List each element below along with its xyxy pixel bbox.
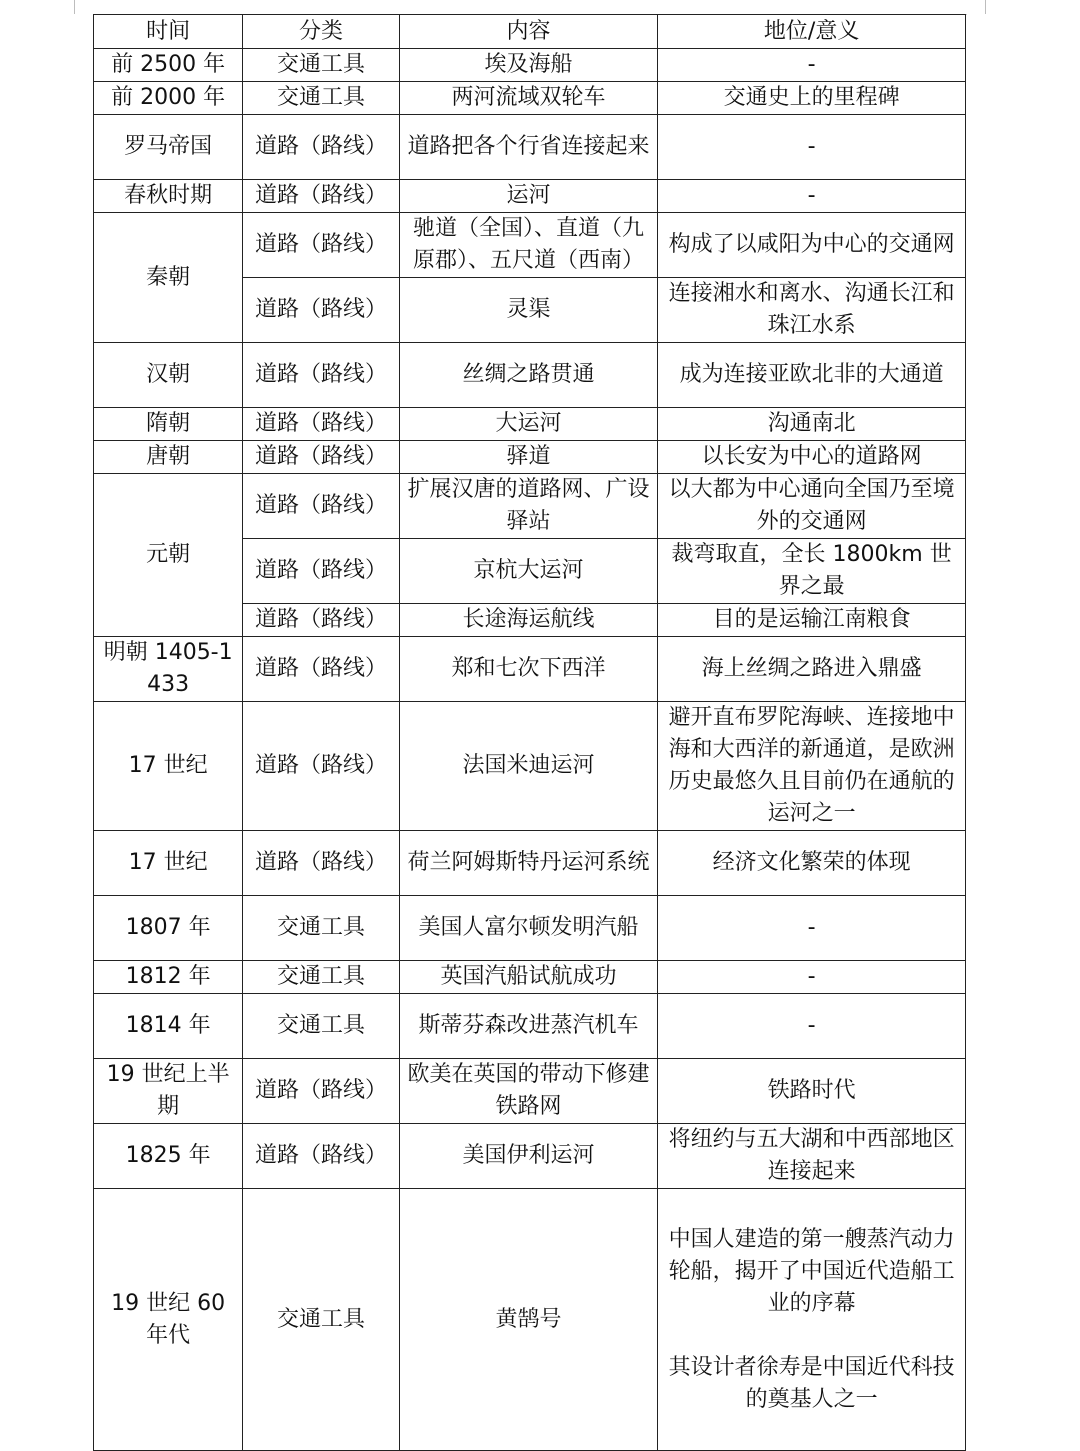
cell-time: 前 2500 年 — [94, 49, 243, 82]
table-row — [94, 1124, 966, 1189]
cell-time: 1812 年 — [94, 961, 243, 994]
header-category: 分类 — [243, 15, 399, 49]
table-row — [94, 343, 966, 408]
paragraph-gap — [664, 1320, 959, 1352]
cell-significance: 构成了以咸阳为中心的交通网 — [658, 213, 966, 278]
cell-content: 大运河 — [399, 408, 658, 441]
cell-category: 道路（路线） — [243, 115, 399, 180]
cell-significance: 经济文化繁荣的体现 — [658, 831, 966, 896]
cell-significance: 目的是运输江南粮食 — [658, 604, 966, 637]
cell-significance: 以大都为中心通向全国乃至境外的交通网 — [658, 474, 966, 539]
cell-category: 道路（路线） — [243, 831, 399, 896]
cell-significance: 连接湘水和离水、沟通长江和珠江水系 — [658, 278, 966, 343]
cell-content: 灵渠 — [399, 278, 658, 343]
cell-category: 道路（路线） — [243, 1124, 399, 1189]
cell-time: 19 世纪 60 年代 — [94, 1189, 243, 1451]
cell-significance: - — [658, 994, 966, 1059]
cell-significance: 交通史上的里程碑 — [658, 82, 966, 115]
cell-content: 运河 — [399, 180, 658, 213]
header-time: 时间 — [94, 15, 243, 49]
cell-content: 两河流域双轮车 — [399, 82, 658, 115]
cell-significance: 铁路时代 — [658, 1059, 966, 1124]
cell-category: 交通工具 — [243, 1189, 399, 1451]
cell-content: 法国米迪运河 — [399, 702, 658, 831]
table-row — [94, 961, 966, 994]
header-row — [94, 15, 966, 49]
header-significance: 地位/意义 — [658, 15, 966, 49]
cell-significance: 避开直布罗陀海峡、连接地中海和大西洋的新通道，是欧洲历史最悠久且目前仍在通航的运河之一 — [658, 702, 966, 831]
cell-time: 汉朝 — [94, 343, 243, 408]
cell-time: 明朝 1405-1433 — [94, 637, 243, 702]
table-row — [94, 702, 966, 831]
cell-content: 英国汽船试航成功 — [399, 961, 658, 994]
cell-significance: - — [658, 961, 966, 994]
table-row — [94, 49, 966, 82]
cell-significance: - — [658, 49, 966, 82]
cell-category: 道路（路线） — [243, 441, 399, 474]
cell-category: 道路（路线） — [243, 604, 399, 637]
table-row — [94, 82, 966, 115]
table-row — [94, 408, 966, 441]
cell-significance: - — [658, 180, 966, 213]
cell-significance: - — [658, 115, 966, 180]
cell-category: 交通工具 — [243, 82, 399, 115]
table-row — [94, 474, 966, 539]
cell-time: 元朝 — [94, 474, 243, 637]
cell-content: 埃及海船 — [399, 49, 658, 82]
table-row — [94, 441, 966, 474]
cell-content: 驰道（全国）、直道（九原郡）、五尺道（西南） — [399, 213, 658, 278]
cell-significance: - — [658, 896, 966, 961]
cell-category: 道路（路线） — [243, 343, 399, 408]
cell-time: 罗马帝国 — [94, 115, 243, 180]
table-row — [94, 115, 966, 180]
cell-content: 荷兰阿姆斯特丹运河系统 — [399, 831, 658, 896]
header-content: 内容 — [399, 15, 658, 49]
table-row — [94, 1189, 966, 1451]
cell-content: 长途海运航线 — [399, 604, 658, 637]
cell-time: 17 世纪 — [94, 831, 243, 896]
cell-content: 道路把各个行省连接起来 — [399, 115, 658, 180]
cell-category: 交通工具 — [243, 896, 399, 961]
significance-text: 中国人建造的第一艘蒸汽动力轮船，揭开了中国近代造船工业的序幕 — [668, 1226, 955, 1316]
cell-content: 斯蒂芬森改进蒸汽机车 — [399, 994, 658, 1059]
cell-content: 美国伊利运河 — [399, 1124, 658, 1189]
cell-time: 19 世纪上半期 — [94, 1059, 243, 1124]
cell-category: 道路（路线） — [243, 702, 399, 831]
cell-content: 驿道 — [399, 441, 658, 474]
cell-content: 京杭大运河 — [399, 539, 658, 604]
cell-content: 美国人富尔顿发明汽船 — [399, 896, 658, 961]
cell-significance: 将纽约与五大湖和中西部地区连接起来 — [658, 1124, 966, 1189]
cell-category: 道路（路线） — [243, 408, 399, 441]
table-row — [94, 213, 966, 278]
table-row — [94, 180, 966, 213]
cell-category: 道路（路线） — [243, 213, 399, 278]
cell-significance: 沟通南北 — [658, 408, 966, 441]
cell-content: 丝绸之路贯通 — [399, 343, 658, 408]
cell-category: 道路（路线） — [243, 474, 399, 539]
cell-category: 道路（路线） — [243, 278, 399, 343]
cell-time: 秦朝 — [94, 213, 243, 343]
cell-significance: 以长安为中心的道路网 — [658, 441, 966, 474]
significance-note: 其设计者徐寿是中国近代科技的奠基人之一 — [668, 1354, 955, 1412]
cell-time: 17 世纪 — [94, 702, 243, 831]
cell-time: 唐朝 — [94, 441, 243, 474]
cell-time: 1825 年 — [94, 1124, 243, 1189]
cell-significance: 成为连接亚欧北非的大通道 — [658, 343, 966, 408]
cell-content: 欧美在英国的带动下修建铁路网 — [399, 1059, 658, 1124]
cell-time: 隋朝 — [94, 408, 243, 441]
cell-category: 道路（路线） — [243, 180, 399, 213]
crop-mark-left — [74, 0, 75, 14]
cell-category: 道路（路线） — [243, 637, 399, 702]
cell-significance: 海上丝绸之路进入鼎盛 — [658, 637, 966, 702]
cell-category: 道路（路线） — [243, 539, 399, 604]
table-row — [94, 1059, 966, 1124]
transport-history-table — [93, 14, 966, 1451]
cell-time: 春秋时期 — [94, 180, 243, 213]
cell-time: 1814 年 — [94, 994, 243, 1059]
table-row — [94, 994, 966, 1059]
cell-category: 交通工具 — [243, 961, 399, 994]
table-row — [94, 831, 966, 896]
table-row — [94, 637, 966, 702]
cell-category: 道路（路线） — [243, 1059, 399, 1124]
cell-content: 黄鹄号 — [399, 1189, 658, 1451]
cell-time: 前 2000 年 — [94, 82, 243, 115]
cell-significance: 裁弯取直，全长 1800km 世界之最 — [658, 539, 966, 604]
table-row — [94, 896, 966, 961]
cell-time: 1807 年 — [94, 896, 243, 961]
cell-category: 交通工具 — [243, 994, 399, 1059]
crop-mark-right — [985, 0, 986, 14]
cell-category: 交通工具 — [243, 49, 399, 82]
cell-significance — [658, 1189, 966, 1451]
cell-content: 郑和七次下西洋 — [399, 637, 658, 702]
cell-content: 扩展汉唐的道路网、广设驿站 — [399, 474, 658, 539]
